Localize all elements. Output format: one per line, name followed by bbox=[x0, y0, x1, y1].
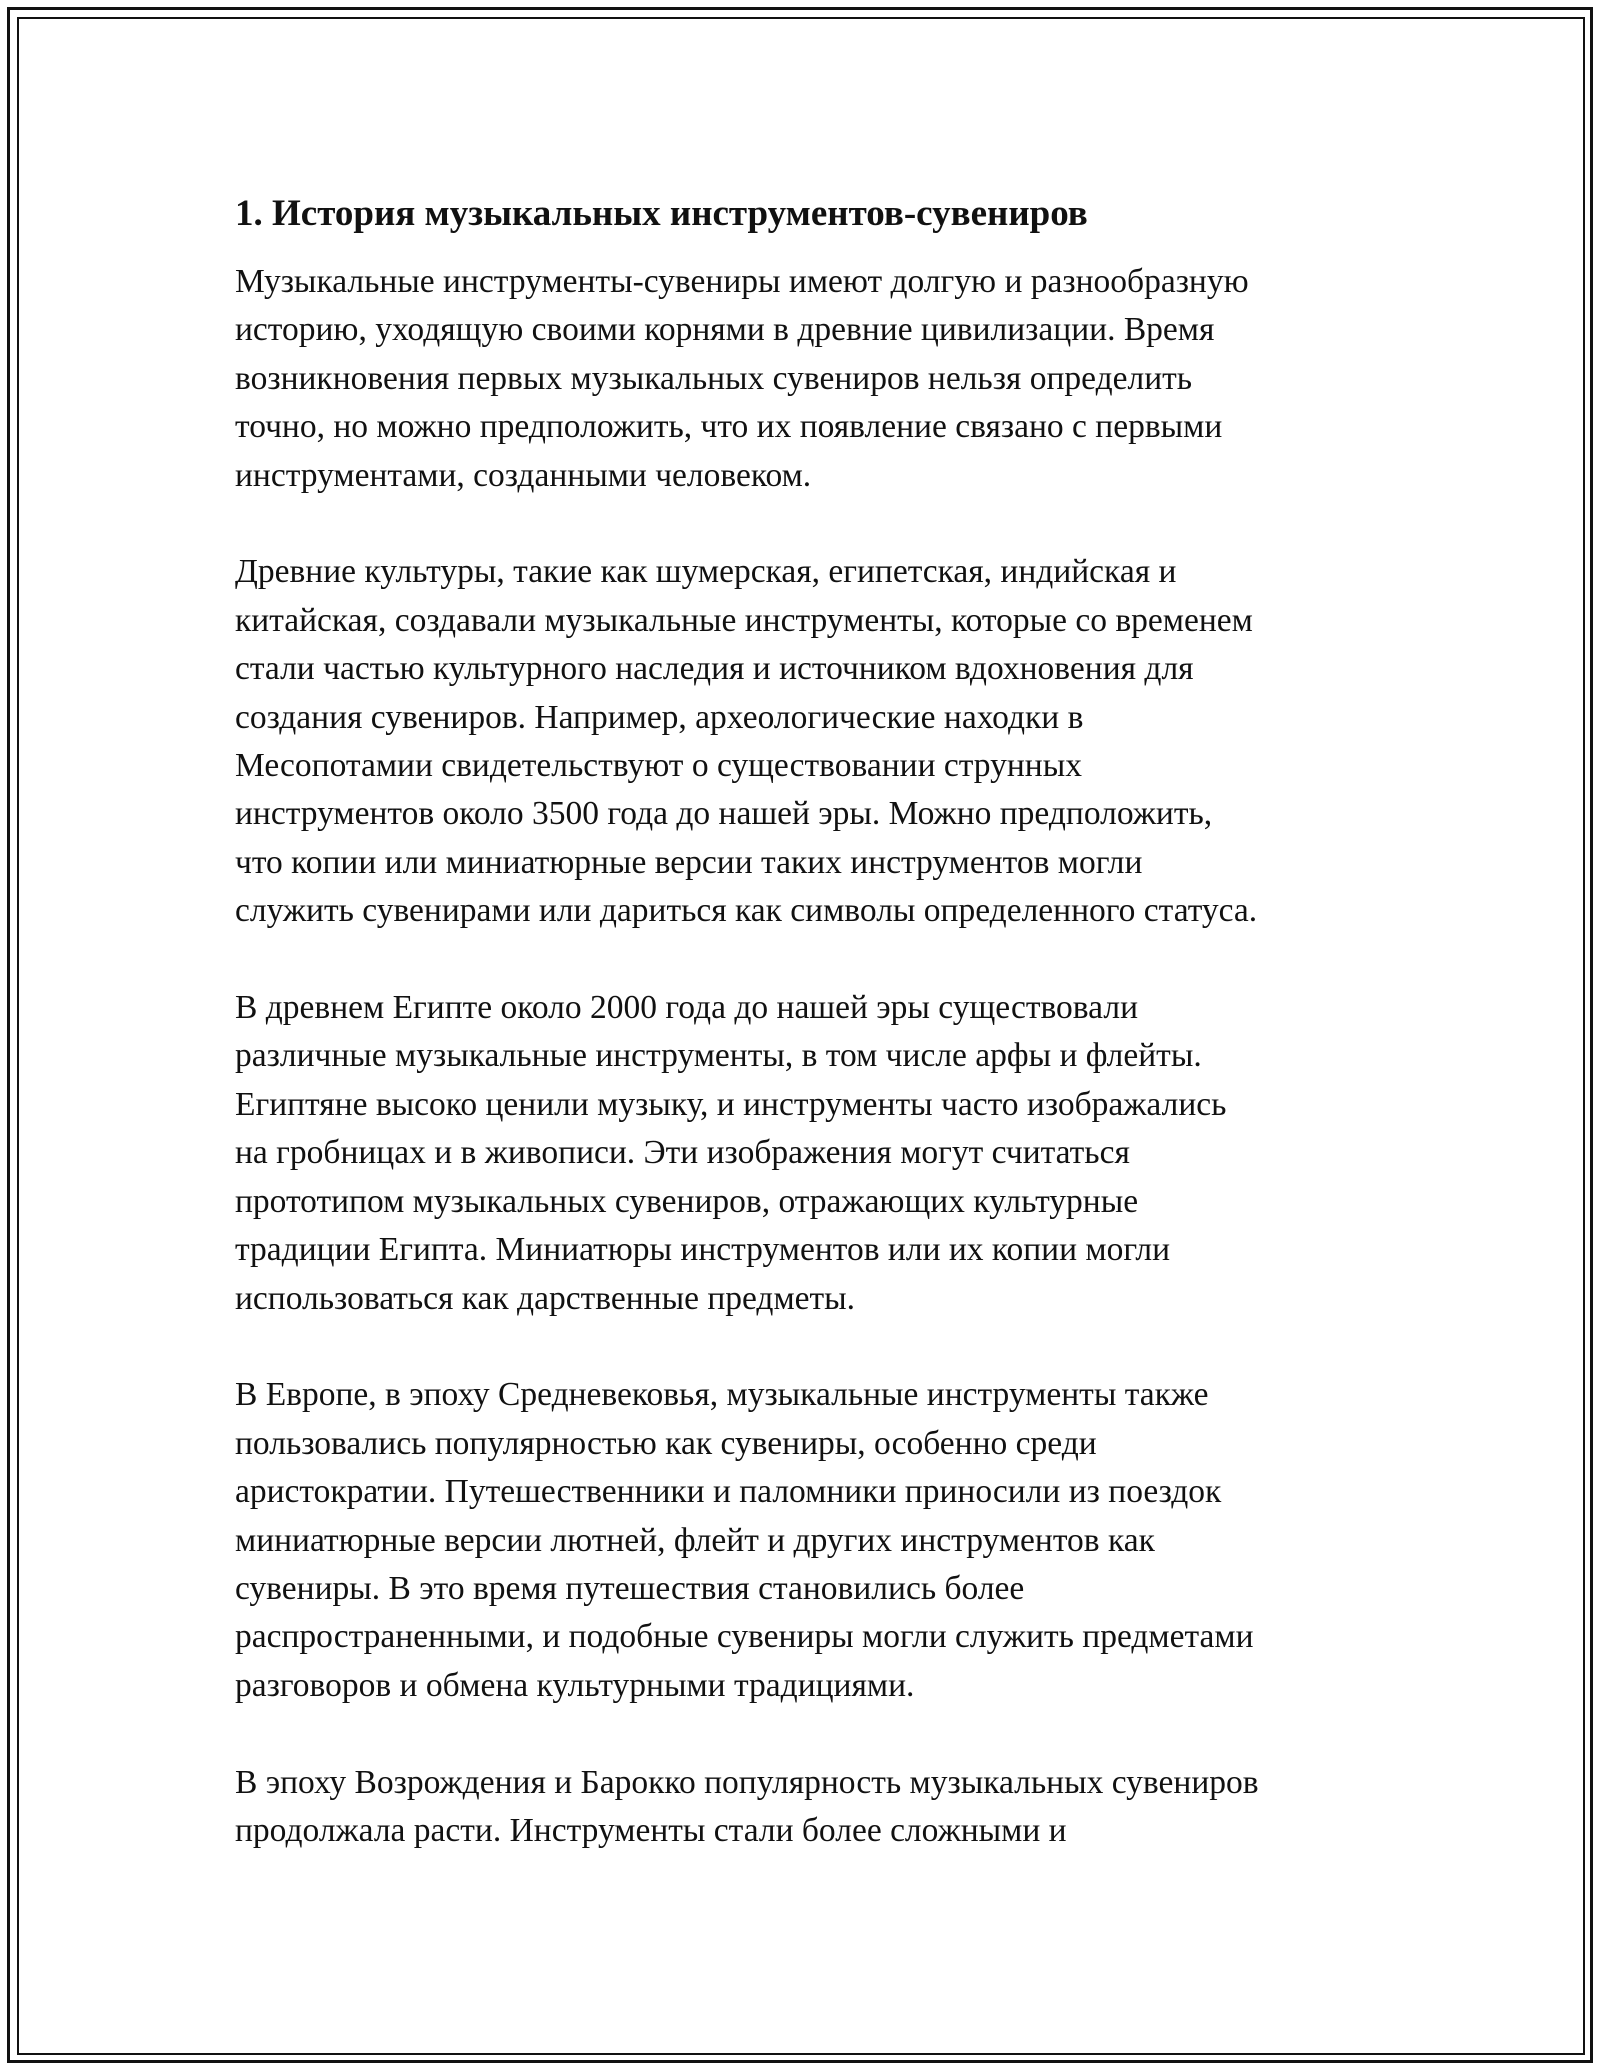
text-line: историю, уходящую своими корнями в древние цивилизации. Время bbox=[235, 311, 1215, 349]
text-line: традиции Египта. Миниатюры инструментов или их копии могли bbox=[235, 1231, 1171, 1269]
text-line: аристократии. Путешественники и паломники приносили из поездок bbox=[235, 1473, 1222, 1511]
paragraph-5 bbox=[235, 1759, 1385, 1856]
text-line: стали частью культурного наследия и источником вдохновения для bbox=[235, 650, 1194, 688]
section-heading: 1. История музыкальных инструментов-сувениров bbox=[235, 193, 1088, 234]
text-line: возникновения первых музыкальных сувениров нельзя определить bbox=[235, 359, 1193, 397]
text-line: сувениры. В это время путешествия становились более bbox=[235, 1569, 1025, 1607]
text-line: распространенными, и подобные сувениры могли служить предметами bbox=[235, 1618, 1254, 1656]
text-line: Древние культуры, такие как шумерская, египетская, индийская и bbox=[235, 553, 1177, 591]
text-line: на гробницах и в живописи. Эти изображения могут считаться bbox=[235, 1134, 1130, 1172]
text-line: инструментов около 3500 года до нашей эры. Можно предположить, bbox=[235, 795, 1213, 833]
text-line: создания сувениров. Например, археологические находки в bbox=[235, 698, 1084, 736]
text-line: пользовались популярностью как сувениры, особенно среди bbox=[235, 1424, 1097, 1462]
text-line: служить сувенирами или дариться как символы определенного статуса. bbox=[235, 892, 1258, 930]
text-line: Египтяне высоко ценили музыку, и инструменты часто изображались bbox=[235, 1085, 1227, 1123]
text-line: В древнем Египте около 2000 года до нашей эры существовали bbox=[235, 989, 1138, 1027]
text-line: китайская, создавали музыкальные инструменты, которые со временем bbox=[235, 601, 1253, 639]
text-line: Музыкальные инструменты-сувениры имеют долгую и разнообразную bbox=[235, 263, 1249, 300]
text-line: В эпоху Возрождения и Барокко популярность музыкальных сувениров bbox=[235, 1763, 1259, 1801]
text-line: В Европе, в эпоху Средневековья, музыкальные инструменты также bbox=[235, 1376, 1209, 1414]
text-line: различные музыкальные инструменты, в том числе арфы и флейты. bbox=[235, 1037, 1202, 1075]
text-line: точно, но можно предположить, что их появление связано с первыми bbox=[235, 408, 1223, 446]
text-line: миниатюрные версии лютней, флейт и других инструментов как bbox=[235, 1521, 1155, 1559]
paragraph-2 bbox=[235, 548, 1385, 935]
paragraph-1 bbox=[235, 258, 1385, 500]
text-line: инструментами, созданными человеком. bbox=[235, 456, 812, 494]
text-line: Месопотамии свидетельствуют о существовании струнных bbox=[235, 747, 1082, 785]
text-line: использоваться как дарственные предметы. bbox=[235, 1279, 856, 1317]
paragraph-3 bbox=[235, 984, 1385, 1323]
document-page bbox=[235, 188, 1385, 1904]
text-line: продолжала расти. Инструменты стали более сложными и bbox=[235, 1811, 1067, 1849]
paragraph-4 bbox=[235, 1371, 1385, 1710]
text-line: разговоров и обмена культурными традициями. bbox=[235, 1666, 915, 1704]
text-line: прототипом музыкальных сувениров, отражающих культурные bbox=[235, 1182, 1139, 1220]
text-line: что копии или миниатюрные версии таких инструментов могли bbox=[235, 843, 1143, 881]
